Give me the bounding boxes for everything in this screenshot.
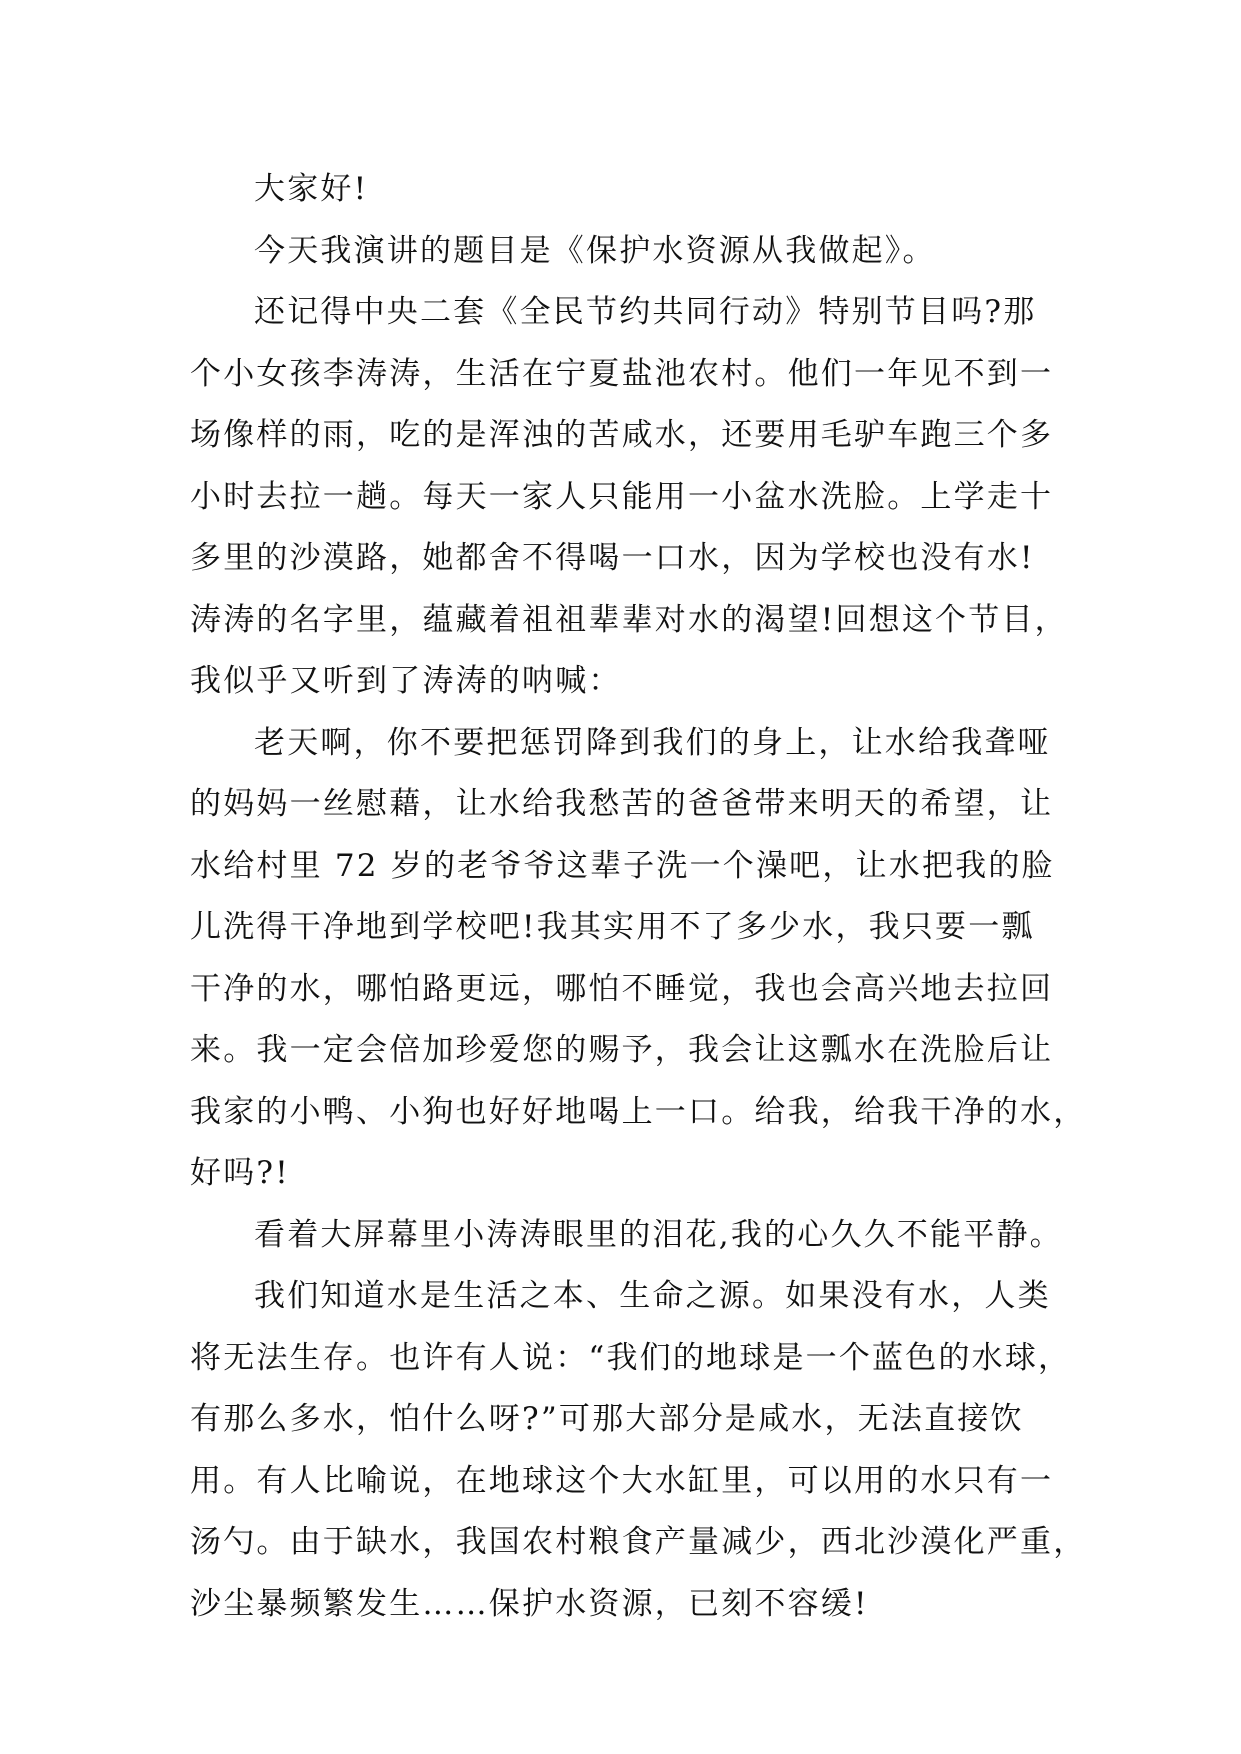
paragraph-line: 来。我一定会倍加珍爱您的赐予，我会让这瓢水在洗脸后让 [190,1032,1054,1068]
paragraph-line: 老天啊，你不要把惩罚降到我们的身上，让水给我聋哑 [254,724,1051,761]
paragraph-line: 我似乎又听到了涛涛的呐喊： [190,663,622,699]
paragraph-line: 我家的小鸭、小狗也好好地喝上一口。给我，给我干净的水， [190,1093,1087,1130]
paragraph-line: 看着大屏幕里小涛涛眼里的泪花,我的心久久不能平静。 [254,1216,1063,1253]
paragraph-line: 干净的水，哪怕路更远，哪怕不睡觉，我也会高兴地去拉回 [190,970,1054,1007]
paragraph-line: 用。有人比喻说，在地球这个大水缸里，可以用的水只有一 [190,1462,1054,1499]
topic-line: 今天我演讲的题目是《保护水资源从我做起》。 [254,232,936,269]
greeting-line: 大家好! [254,171,369,207]
paragraph-line: 的妈妈一丝慰藉，让水给我愁苦的爸爸带来明天的希望，让 [190,786,1054,822]
paragraph-line: 多里的沙漠路，她都舍不得喝一口水，因为学校也没有水! [190,540,1035,576]
paragraph-line: 个小女孩李涛涛，生活在宁夏盐池农村。他们一年见不到一 [190,355,1054,392]
paragraph-line: 场像样的雨，吃的是浑浊的苦咸水，还要用毛驴车跑三个多 [190,417,1054,453]
paragraph-line: 沙尘暴频繁发生……保护水资源，已刻不容缓! [190,1585,869,1622]
paragraph-line: 好吗?! [190,1155,290,1191]
paragraph-line: 汤勺。由于缺水，我国农村粮食产量减少，西北沙漠化严重， [190,1524,1087,1560]
paragraph-line: 水给村里 72 岁的老爷爷这辈子洗一个澡吧，让水把我的脸 [190,847,1055,884]
speech-body [190,159,1087,1635]
paragraph-line: 儿洗得干净地到学校吧!我其实用不了多少水，我只要一瓢 [190,909,1035,945]
paragraph-line: 我们知道水是生活之本、生命之源。如果没有水，人类 [254,1278,1051,1314]
paragraph-line: 涛涛的名字里，蕴藏着祖祖辈辈对水的渴望!回想这个节目， [190,601,1068,638]
paragraph-line: 还记得中央二套《全民节约共同行动》特别节目吗?那 [254,294,1037,330]
paragraph-line: 小时去拉一趟。每天一家人只能用一小盆水洗脸。上学走十 [190,478,1054,515]
paragraph-line: 将无法生存。也许有人说：“我们的地球是一个蓝色的水球， [190,1339,1072,1376]
paragraph-line: 有那么多水，怕什么呀?”可那大部分是咸水，无法直接饮 [190,1401,1024,1437]
